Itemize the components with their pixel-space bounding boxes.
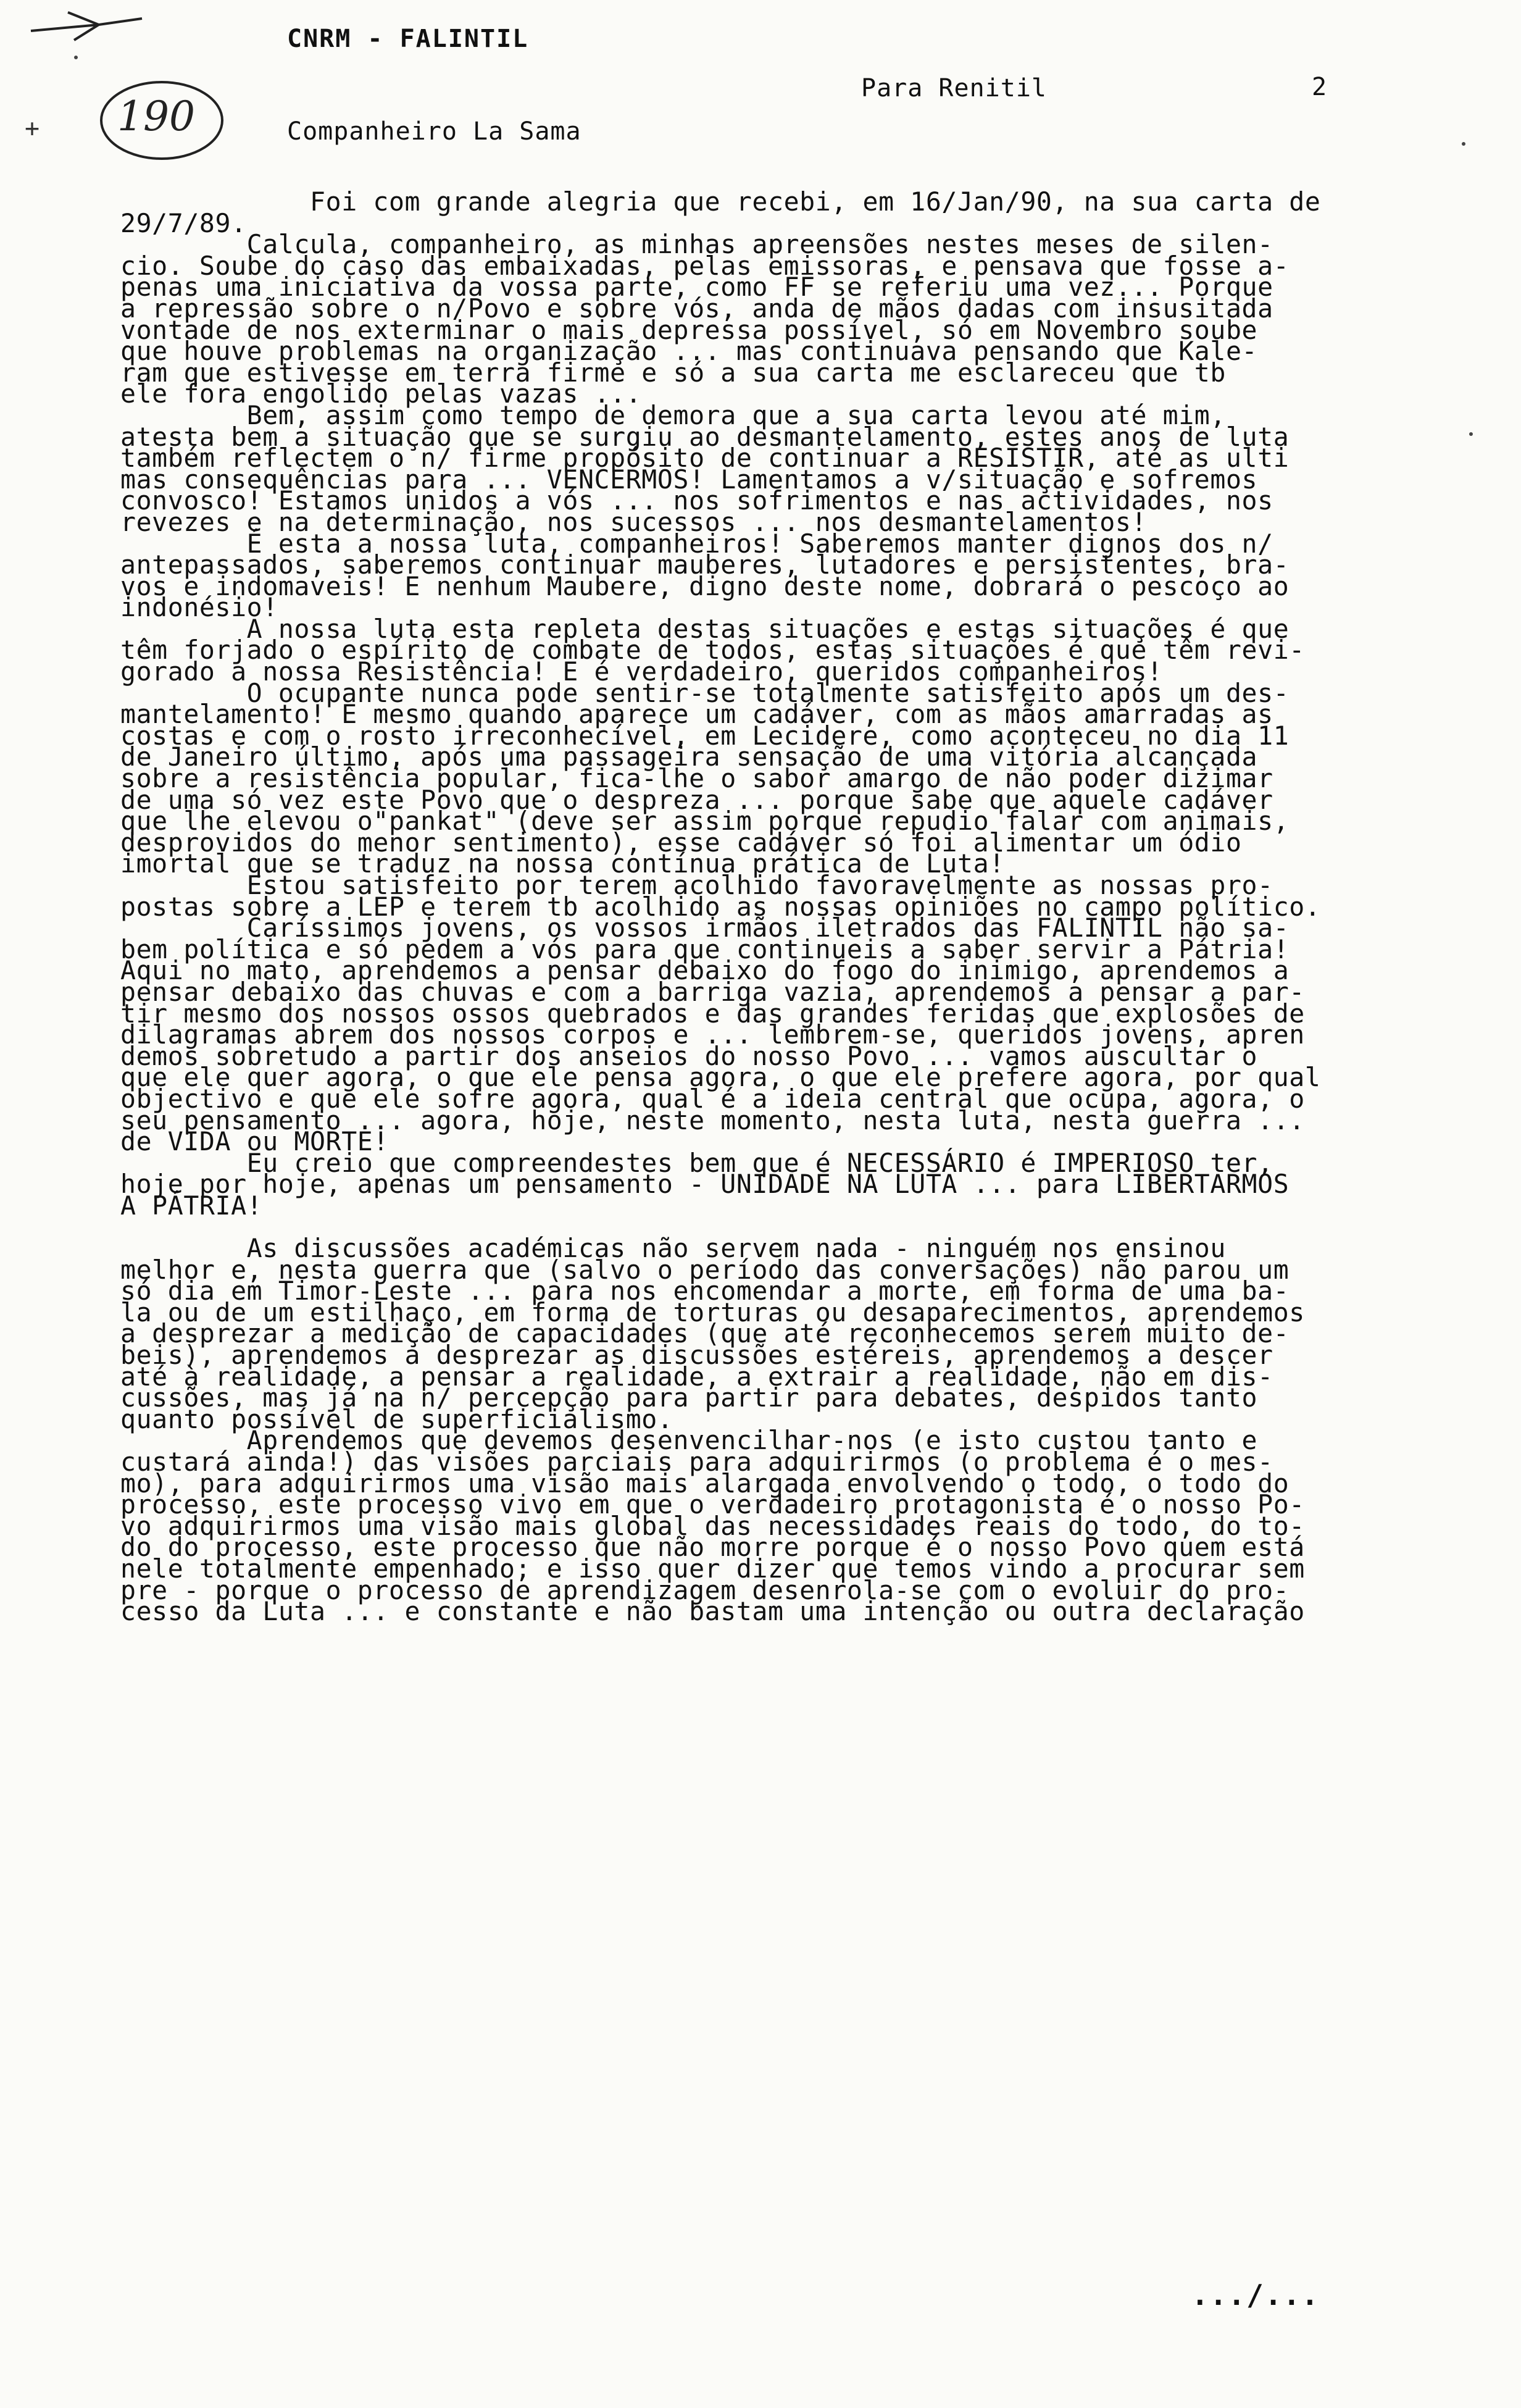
- letter-line: O ocupante nunca pode sentir-se totalmente satisfeito após um des-: [120, 677, 1290, 708]
- letter-line: que houve problemas na organização ... mas continuava pensando que Kale-: [120, 336, 1258, 367]
- letter-line: postas sobre a LEP e terem tb acolhido as nossas opiniões no campo político.: [120, 891, 1321, 922]
- letter-line: vontade de nos exterminar o mais depressa possível, só em Novembro soube: [120, 314, 1258, 345]
- margin-mark: +: [25, 114, 40, 143]
- continuation-mark: .../...: [1191, 2278, 1320, 2312]
- letter-line: Calcula, companheiro, as minhas apreensões nestes meses de silen-: [120, 229, 1273, 260]
- letter-line: também reflectem o n/ firme propósito de continuar a RESISTIR, até as ulti: [120, 443, 1290, 474]
- letter-line: pensar debaixo das chuvas e com a barriga vazia, aprendemos a pensar a par-: [120, 976, 1305, 1007]
- letter-line: até à realidade, a pensar a realidade, a extrair a realidade, não em dis-: [120, 1361, 1273, 1392]
- letter-line: demos sobretudo a partir dos anseios do nosso Povo ... vamos auscultar o: [120, 1040, 1258, 1071]
- letter-line: costas e com o rosto irreconhecível, em Lecidere, como aconteceu no dia 11: [120, 720, 1290, 751]
- recipient-mark: 2: [1312, 73, 1327, 101]
- letter-line: cussões, mas já na n/ percepção para partir para debates, despidos tanto: [120, 1382, 1258, 1413]
- letter-line: sobre a resistência popular, fica-lhe o sabor amargo de não poder dizimar: [120, 763, 1273, 794]
- letter-line: Estou satisfeito por terem acolhido favoravelmente as nossas pro-: [120, 870, 1273, 900]
- letter-line: cio. Soube do caso das embaixadas, pelas emissoras, e pensava que fosse a-: [120, 250, 1290, 281]
- letter-line: cesso da Luta ... e constante e não bastam uma intenção ou outra declaração: [120, 1596, 1305, 1627]
- recipient-line: Para Renitil: [861, 74, 1047, 102]
- letter-line: dilagramas abrem dos nossos corpos e ... lembrem-se, queridos jovens, apren: [120, 1019, 1305, 1050]
- letter-line: que ele quer agora, o que ele pensa agora, o que ele prefere agora, por qual: [120, 1062, 1321, 1093]
- letter-line: Caríssimos jovens, os vossos irmãos iletrados das FALINTIL não sa-: [120, 913, 1290, 943]
- letter-line: vo adquirirmos uma visão mais global das necessidades reais do todo, do to-: [120, 1510, 1305, 1541]
- letter-line: mo), para adquirirmos uma visão mais alargada envolvendo o todo, o todo do: [120, 1468, 1290, 1499]
- letter-line: quanto possível de superficialismo.: [120, 1403, 673, 1434]
- scan-speck: [74, 56, 78, 59]
- scan-speck: [1462, 142, 1465, 146]
- letter-line: a repressão sobre o n/Povo e sobre vós, anda de mãos dadas com insusitada: [120, 293, 1273, 324]
- letter-body: [120, 186, 1503, 1627]
- handwritten-page-number-stamp: [93, 74, 235, 167]
- letter-line: ele fora engolido pelas vazas ...: [120, 378, 642, 409]
- letter-line: convosco! Estamos unidos a vós ... nos sofrimentos e nas actividades, nos: [120, 485, 1273, 516]
- handwritten-arrow-mark: [25, 6, 160, 56]
- letter-line: de uma só vez este Povo que o despreza ... porque sabe que aquele cadáver: [120, 784, 1273, 815]
- letter-line: beis), aprendemos a desprezar as discussões estéreis, aprendemos a descer: [120, 1340, 1273, 1371]
- letter-line: seu pensamento ... agora, hoje, neste momento, nesta luta, nesta guerra ...: [120, 1105, 1305, 1135]
- salutation: Companheiro La Sama: [287, 117, 581, 146]
- letter-line: melhor e, nesta guerra que (salvo o período das conversações) não parou um: [120, 1254, 1290, 1285]
- letter-line: desprovidos do menor sentimento), esse cadáver só foi alimentar um ódio: [120, 827, 1242, 858]
- letter-line: só dia em Timor-Leste ... para nos encomendar a morte, em forma de uma ba-: [120, 1276, 1290, 1306]
- letter-line: É esta a nossa luta, companheiros! Saberemos manter dignos dos n/: [120, 528, 1273, 559]
- letter-line: ram que estivesse em terra firme e só a sua carta me esclareceu que tb: [120, 357, 1226, 388]
- letter-line: imortal que se traduz na nossa contínua prática de Luta!: [120, 848, 1005, 879]
- letter-line: la ou de um estilhaço, em forma de torturas ou desaparecimentos, aprendemos: [120, 1297, 1305, 1327]
- letter-line: de VIDA ou MORTE!: [120, 1126, 389, 1157]
- letter-line: penas uma iniciativa da vossa parte, como FF se referiu uma vez... Porque: [120, 272, 1273, 303]
- letter-line: têm forjado o espírito de combate de todos, estas situações é que têm revi-: [120, 635, 1305, 666]
- letter-line: As discussões académicas não servem nada - ninguém nos ensinou: [120, 1233, 1226, 1264]
- letter-line: que lhe elevou o"pankat" (deve ser assim porque repudio falar com animais,: [120, 806, 1290, 837]
- letter-line: do do processo, este processo que não morre porque é o nosso Povo quem está: [120, 1532, 1305, 1563]
- letter-line: 29/7/89.: [120, 207, 247, 238]
- letter-line: A nossa luta esta repleta destas situações e estas situações é que: [120, 613, 1290, 644]
- letter-line: custará ainda!) das visões parciais para adquirirmos (o problema é o mes-: [120, 1447, 1273, 1478]
- letter-line: Foi com grande alegria que recebi, em 16/Jan/90, na sua carta de: [120, 186, 1321, 217]
- letter-line: objectivo e que ele sofre agora, qual é a ideia central que ocupa, agora, o: [120, 1083, 1305, 1114]
- letter-line: revezes e na determinação, nos sucessos ... nos desmantelamentos!: [120, 506, 1148, 537]
- letter-line: a desprezar a medição de capacidades (que até reconhecemos serem muito de-: [120, 1318, 1290, 1349]
- letter-line: Aprendemos que devemos desenvencilhar-nos (e isto custou tanto e: [120, 1425, 1258, 1456]
- letter-line: processo, este processo vivo em que o verdadeiro protagonista é o nosso Po-: [120, 1489, 1305, 1520]
- stamp-number: 190: [117, 93, 195, 140]
- letter-line: mas consequências para ... VENCERMOS! Lamentamos a v/situação e sofremos: [120, 464, 1258, 495]
- letter-line: A PÁTRIA!: [120, 1190, 263, 1221]
- letter-line: mantelamento! E mesmo quando aparece um cadáver, com as mãos amarradas as: [120, 699, 1273, 730]
- letter-line: bem política e só pedem a vós para que continueis a saber servir a Pátria!: [120, 934, 1290, 964]
- letter-line: hoje por hoje, apenas um pensamento - UNIDADE NA LUTA ... para LIBERTARMOS: [120, 1169, 1290, 1200]
- letter-line: pre - porque o processo de aprendizagem desenrola-se com o evoluir do pro-: [120, 1574, 1290, 1605]
- letter-line: vos e indomaveis! E nenhum Maubere, digno deste nome, dobrará o pescoço ao: [120, 571, 1290, 601]
- organization-header: CNRM - FALINTIL: [287, 25, 529, 53]
- letter-line: de Janeiro último, após uma passageira sensação de uma vitória alcançada: [120, 742, 1258, 772]
- letter-line: gorado a nossa Resistência! E é verdadeiro, queridos companheiros!: [120, 656, 1163, 687]
- scan-speck: [1469, 432, 1473, 436]
- letter-line: nele totalmente empenhado; e isso quer dizer que temos vindo a procurar sem: [120, 1553, 1305, 1584]
- letter-line: indonésio!: [120, 592, 278, 623]
- letter-line: Bem, assim como tempo de demora que a sua carta levou até mim,: [120, 399, 1226, 430]
- letter-line: tir mesmo dos nossos ossos quebrados e das grandes feridas que explosões de: [120, 998, 1305, 1029]
- letter-line: atesta bem a situação que se surgiu ao desmantelamento, estes anos de luta: [120, 421, 1290, 452]
- letter-line: Aqui no mato, aprendemos a pensar debaixo do fogo do inimigo, aprendemos a: [120, 955, 1290, 986]
- letter-line: antepassados, saberemos continuar mauberes, lutadores e persistentes, bra-: [120, 550, 1290, 580]
- letter-line: Eu creio que compreendestes bem que é NECESSÁRIO é IMPERIOSO ter,: [120, 1147, 1273, 1178]
